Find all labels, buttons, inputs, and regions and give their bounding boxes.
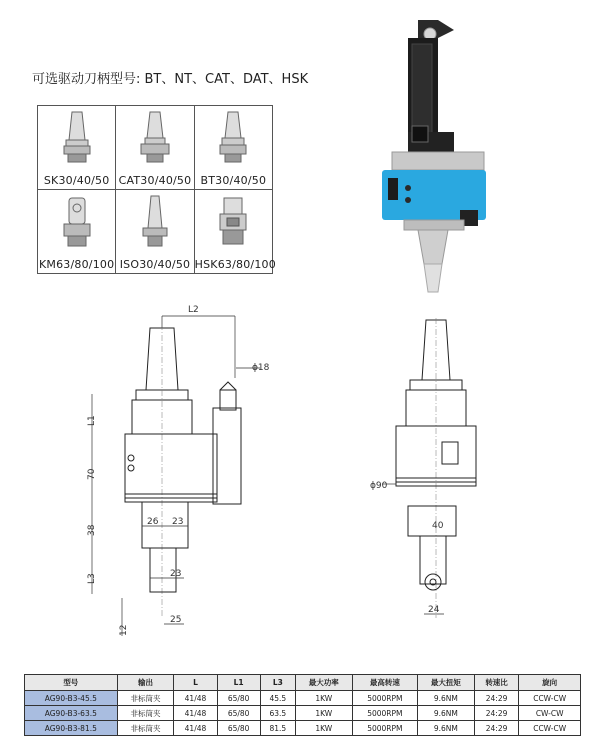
dim-70: 70	[87, 468, 97, 480]
table-cell: AG90-B3-81.5	[25, 721, 118, 736]
km-shank-icon	[57, 194, 97, 250]
spec-table	[24, 674, 581, 736]
front-view-drawing	[362, 318, 502, 623]
col-header: 最高转速	[352, 675, 417, 691]
col-header: 最大扭矩	[418, 675, 475, 691]
table-cell: 9.6NM	[418, 706, 475, 721]
product-photo	[374, 14, 494, 296]
table-cell: 41/48	[174, 706, 217, 721]
page-title: 可选驱动刀柄型号: BT、NT、CAT、DAT、HSK	[32, 72, 309, 87]
table-cell: CW-CW	[519, 706, 581, 721]
dim-23a: 23	[172, 517, 184, 527]
col-header: L3	[260, 675, 295, 691]
table-cell: 5000RPM	[352, 691, 417, 706]
col-header: L1	[217, 675, 260, 691]
table-row	[25, 721, 581, 736]
table-cell: 非标筒夹	[117, 691, 174, 706]
table-cell: AG90-B3-45.5	[25, 691, 118, 706]
table-cell: 1KW	[295, 706, 352, 721]
dim-l3: L3	[87, 573, 97, 584]
table-cell: 41/48	[174, 691, 217, 706]
col-header: 旋向	[519, 675, 581, 691]
table-header-row	[25, 675, 581, 691]
table-cell: 65/80	[217, 691, 260, 706]
col-header: 输出	[117, 675, 174, 691]
table-cell: 65/80	[217, 721, 260, 736]
dim-l1: L1	[87, 415, 97, 426]
shank-cell-sk	[38, 106, 116, 190]
table-cell: 5000RPM	[352, 721, 417, 736]
dim-12: 12	[119, 624, 129, 636]
col-header: 最大功率	[295, 675, 352, 691]
table-cell: 41/48	[174, 721, 217, 736]
table-cell: CCW-CW	[519, 691, 581, 706]
bt-shank-icon	[213, 110, 253, 166]
shank-label: HSK63/80/100	[194, 258, 276, 271]
table-cell: 非标筒夹	[117, 706, 174, 721]
table-cell: 24:29	[474, 706, 519, 721]
table-cell: 24:29	[474, 691, 519, 706]
col-header: L	[174, 675, 217, 691]
table-cell: 81.5	[260, 721, 295, 736]
shank-label: CAT30/40/50	[118, 174, 192, 187]
table-cell: 9.6NM	[418, 691, 475, 706]
col-header: 型号	[25, 675, 118, 691]
iso-shank-icon	[135, 194, 175, 250]
dim-24: 24	[428, 605, 440, 615]
cat-shank-icon	[135, 110, 175, 166]
col-header: 转速比	[474, 675, 519, 691]
shank-cell-bt	[194, 106, 272, 190]
dim-26: 26	[147, 517, 159, 527]
dim-phi18: ϕ18	[252, 363, 270, 373]
dim-40: 40	[432, 521, 444, 531]
table-cell: 非标筒夹	[117, 721, 174, 736]
table-cell: 9.6NM	[418, 721, 475, 736]
table-cell: 65/80	[217, 706, 260, 721]
dim-38: 38	[87, 524, 97, 536]
table-cell: 1KW	[295, 721, 352, 736]
shank-cell-km	[38, 190, 116, 274]
table-cell: 1KW	[295, 691, 352, 706]
table-cell: 5000RPM	[352, 706, 417, 721]
shank-cell-iso	[116, 190, 194, 274]
shank-label: BT30/40/50	[200, 174, 267, 187]
shank-type-grid	[37, 105, 276, 274]
table-cell: AG90-B3-63.5	[25, 706, 118, 721]
side-view-drawing	[84, 298, 284, 638]
table-cell: 63.5	[260, 706, 295, 721]
dim-25: 25	[170, 615, 182, 625]
shank-label: SK30/40/50	[43, 174, 110, 187]
table-cell: 24:29	[474, 721, 519, 736]
shank-label: KM63/80/100	[39, 258, 115, 271]
dim-l2: L2	[188, 305, 199, 315]
sk-shank-icon	[57, 110, 97, 166]
table-cell: 45.5	[260, 691, 295, 706]
shank-cell-cat	[116, 106, 194, 190]
table-cell: CCW-CW	[519, 721, 581, 736]
shank-label: ISO30/40/50	[119, 258, 191, 271]
table-row	[25, 706, 581, 721]
hsk-shank-icon	[213, 194, 253, 250]
table-row	[25, 691, 581, 706]
dim-phi90: ϕ90	[370, 481, 388, 491]
dim-23b: 23	[170, 569, 182, 579]
shank-cell-hsk	[194, 190, 276, 274]
